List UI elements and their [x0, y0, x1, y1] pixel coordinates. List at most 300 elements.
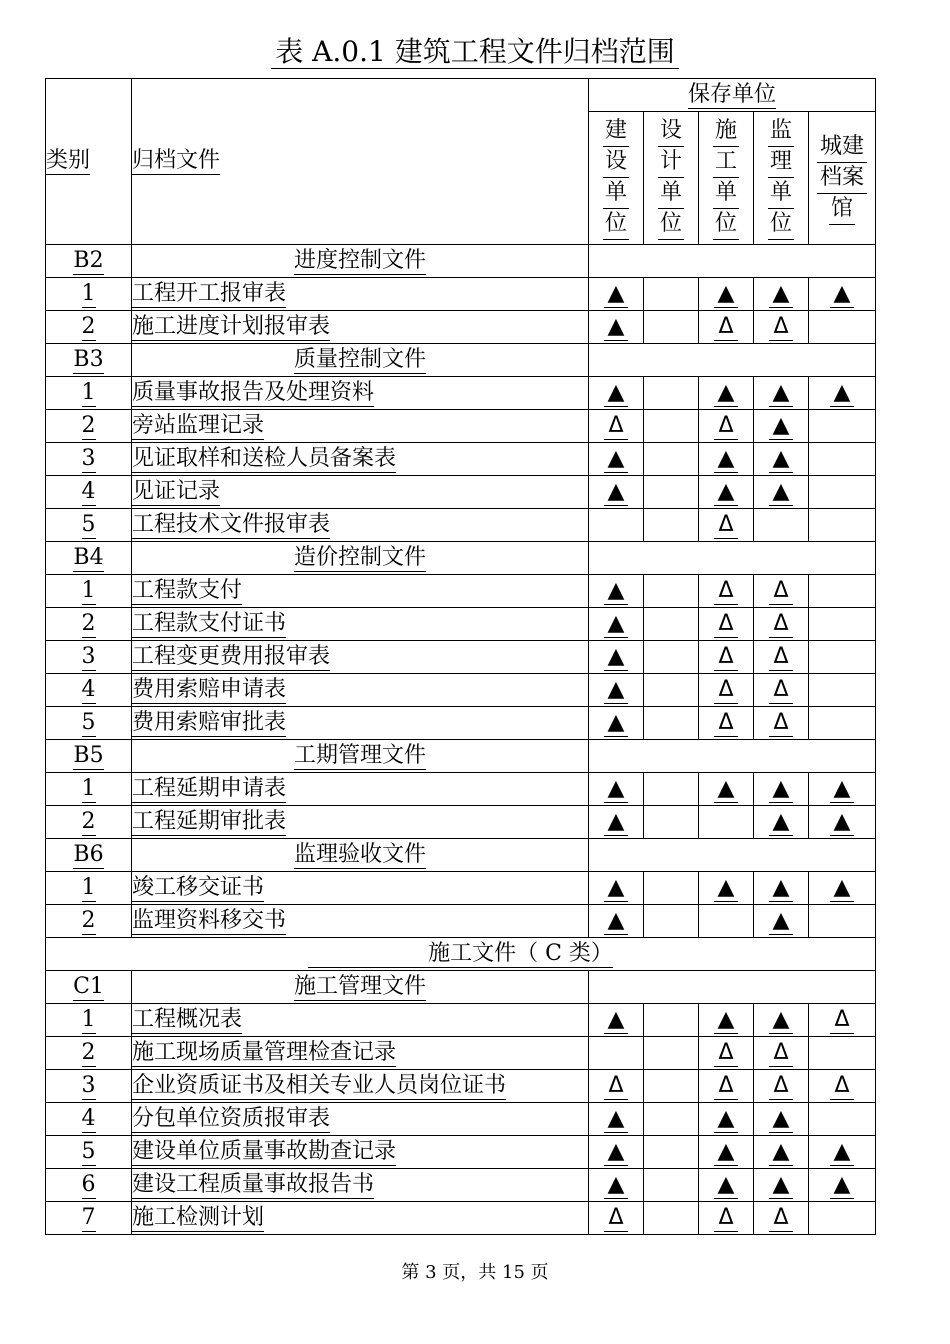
- group-title: 造价控制文件: [132, 542, 589, 575]
- retention-mark-cell: [699, 608, 754, 641]
- table-row: [46, 1070, 876, 1103]
- table-row: [46, 641, 876, 674]
- table-row: [46, 707, 876, 740]
- row-document-name: 质量事故报告及处理资料: [132, 377, 589, 410]
- row-number: 3: [46, 641, 132, 674]
- group-row: [46, 245, 876, 278]
- retention-mark-cell: [754, 377, 809, 410]
- group-code: B3: [46, 344, 132, 377]
- retention-mark-cell: [589, 608, 644, 641]
- hollow-triangle-icon: Δ: [714, 1073, 738, 1100]
- hollow-triangle-icon: Δ: [769, 644, 793, 671]
- retention-mark-cell: [809, 905, 876, 938]
- row-document-name: 费用索赔申请表: [132, 674, 589, 707]
- retention-mark-cell: [644, 1004, 699, 1037]
- retention-mark-cell: [809, 410, 876, 443]
- row-number: 2: [46, 806, 132, 839]
- retention-mark-cell: [644, 905, 699, 938]
- group-title: 施工管理文件: [132, 971, 589, 1004]
- page-footer: 第 3 页，共 15 页: [401, 1262, 549, 1283]
- filled-triangle-icon: ▲: [714, 281, 738, 308]
- filled-triangle-icon: ▲: [604, 446, 628, 473]
- retention-mark-cell: [754, 872, 809, 905]
- retention-mark-cell: [809, 608, 876, 641]
- table-row: [46, 278, 876, 311]
- retention-mark-cell: [644, 1070, 699, 1103]
- retention-mark-cell: [809, 476, 876, 509]
- row-number: 7: [46, 1202, 132, 1235]
- group-empty-cell: [589, 245, 876, 278]
- group-empty-cell: [589, 839, 876, 872]
- unit-char: 单: [658, 178, 684, 209]
- filled-triangle-icon: ▲: [769, 908, 793, 935]
- retention-mark-cell: [809, 806, 876, 839]
- retention-mark-cell: [699, 806, 754, 839]
- retention-mark-cell: [809, 311, 876, 344]
- row-document-name: 工程变更费用报审表: [132, 641, 589, 674]
- row-document-name: 企业资质证书及相关专业人员岗位证书: [132, 1070, 589, 1103]
- group-row: [46, 542, 876, 575]
- retention-mark-cell: [644, 443, 699, 476]
- retention-mark-cell: [699, 476, 754, 509]
- retention-mark-cell: [754, 707, 809, 740]
- filled-triangle-icon: ▲: [830, 875, 854, 902]
- row-document-name: 监理资料移交书: [132, 905, 589, 938]
- table-row: [46, 905, 876, 938]
- hollow-triangle-icon: Δ: [830, 1073, 854, 1100]
- retention-mark-cell: [699, 674, 754, 707]
- group-row: [46, 740, 876, 773]
- retention-mark-cell: [809, 1169, 876, 1202]
- group-title: 工期管理文件: [132, 740, 589, 773]
- retention-mark-cell: [809, 377, 876, 410]
- table-row: [46, 674, 876, 707]
- retention-mark-cell: [699, 872, 754, 905]
- hollow-triangle-icon: Δ: [769, 677, 793, 704]
- unit-char: 单: [603, 178, 629, 209]
- filled-triangle-icon: ▲: [604, 1007, 628, 1034]
- group-title: 监理验收文件: [132, 839, 589, 872]
- retention-mark-cell: [754, 1037, 809, 1070]
- row-document-name: 见证取样和送检人员备案表: [132, 443, 589, 476]
- group-empty-cell: [589, 971, 876, 1004]
- retention-mark-cell: [644, 311, 699, 344]
- filled-triangle-icon: ▲: [769, 1172, 793, 1199]
- retention-mark-cell: [589, 806, 644, 839]
- retention-mark-cell: [754, 1004, 809, 1037]
- retention-mark-cell: [644, 872, 699, 905]
- retention-mark-cell: [589, 443, 644, 476]
- row-document-name: 费用索赔审批表: [132, 707, 589, 740]
- filled-triangle-icon: ▲: [769, 413, 793, 440]
- retention-mark-cell: [644, 773, 699, 806]
- retention-mark-cell: [589, 1136, 644, 1169]
- filled-triangle-icon: ▲: [604, 809, 628, 836]
- hollow-triangle-icon: Δ: [604, 413, 628, 440]
- retention-mark-cell: [754, 1103, 809, 1136]
- retention-mark-cell: [644, 509, 699, 542]
- retention-mark-cell: [644, 806, 699, 839]
- retention-mark-cell: [754, 674, 809, 707]
- header-unit-supervision: [754, 112, 809, 245]
- retention-mark-cell: [699, 707, 754, 740]
- retention-mark-cell: [699, 773, 754, 806]
- retention-mark-cell: [699, 443, 754, 476]
- header-keep-unit: 保存单位: [589, 79, 876, 112]
- retention-mark-cell: [589, 872, 644, 905]
- page-title: [0, 34, 950, 70]
- filled-triangle-icon: ▲: [604, 578, 628, 605]
- filled-triangle-icon: ▲: [604, 710, 628, 737]
- unit-char: 建: [603, 116, 629, 147]
- filled-triangle-icon: ▲: [830, 1172, 854, 1199]
- filled-triangle-icon: ▲: [604, 1172, 628, 1199]
- header-unit-design: [644, 112, 699, 245]
- retention-mark-cell: [589, 1037, 644, 1070]
- row-number: 5: [46, 1136, 132, 1169]
- retention-mark-cell: [699, 641, 754, 674]
- retention-mark-cell: [589, 1070, 644, 1103]
- row-document-name: 施工进度计划报审表: [132, 311, 589, 344]
- retention-mark-cell: [589, 773, 644, 806]
- filled-triangle-icon: ▲: [769, 875, 793, 902]
- retention-mark-cell: [754, 806, 809, 839]
- retention-mark-cell: [699, 1202, 754, 1235]
- row-number: 3: [46, 1070, 132, 1103]
- retention-mark-cell: [754, 1136, 809, 1169]
- hollow-triangle-icon: Δ: [714, 1040, 738, 1067]
- row-document-name: 工程延期申请表: [132, 773, 589, 806]
- row-document-name: 竣工移交证书: [132, 872, 589, 905]
- retention-mark-cell: [754, 575, 809, 608]
- row-document-name: 工程概况表: [132, 1004, 589, 1037]
- filled-triangle-icon: ▲: [769, 1139, 793, 1166]
- table-row: [46, 1136, 876, 1169]
- filled-triangle-icon: ▲: [769, 809, 793, 836]
- row-number: 1: [46, 773, 132, 806]
- table-row: [46, 575, 876, 608]
- filled-triangle-icon: ▲: [769, 1106, 793, 1133]
- row-number: 2: [46, 608, 132, 641]
- filled-triangle-icon: ▲: [714, 380, 738, 407]
- table-row: [46, 1169, 876, 1202]
- retention-mark-cell: [644, 278, 699, 311]
- unit-char: 施: [713, 116, 739, 147]
- filled-triangle-icon: ▲: [830, 809, 854, 836]
- filled-triangle-icon: ▲: [769, 1007, 793, 1034]
- row-number: 5: [46, 707, 132, 740]
- retention-mark-cell: [589, 674, 644, 707]
- retention-mark-cell: [644, 575, 699, 608]
- group-row: [46, 971, 876, 1004]
- hollow-triangle-icon: Δ: [714, 413, 738, 440]
- row-number: 2: [46, 311, 132, 344]
- row-document-name: 工程技术文件报审表: [132, 509, 589, 542]
- table-row: [46, 1004, 876, 1037]
- filled-triangle-icon: ▲: [604, 314, 628, 341]
- filled-triangle-icon: ▲: [830, 380, 854, 407]
- filled-triangle-icon: ▲: [714, 1172, 738, 1199]
- hollow-triangle-icon: Δ: [769, 1205, 793, 1232]
- unit-char: 位: [768, 209, 794, 240]
- retention-mark-cell: [809, 575, 876, 608]
- row-number: 1: [46, 377, 132, 410]
- retention-mark-cell: [754, 1169, 809, 1202]
- filled-triangle-icon: ▲: [714, 1106, 738, 1133]
- row-number: 5: [46, 509, 132, 542]
- table-row: [46, 410, 876, 443]
- retention-mark-cell: [754, 509, 809, 542]
- filled-triangle-icon: ▲: [769, 479, 793, 506]
- unit-char: 位: [603, 209, 629, 240]
- table-row: [46, 377, 876, 410]
- filled-triangle-icon: ▲: [769, 776, 793, 803]
- hollow-triangle-icon: Δ: [714, 1205, 738, 1232]
- retention-mark-cell: [644, 1103, 699, 1136]
- header-row-top: [46, 79, 876, 112]
- table-row: [46, 1103, 876, 1136]
- hollow-triangle-icon: Δ: [714, 314, 738, 341]
- filled-triangle-icon: ▲: [769, 446, 793, 473]
- header-unit-construction: [589, 112, 644, 245]
- unit-char: 设: [603, 147, 629, 178]
- table-row: [46, 443, 876, 476]
- hollow-triangle-icon: Δ: [769, 1040, 793, 1067]
- filled-triangle-icon: ▲: [604, 776, 628, 803]
- retention-mark-cell: [589, 641, 644, 674]
- filled-triangle-icon: ▲: [604, 281, 628, 308]
- row-number: 1: [46, 1004, 132, 1037]
- unit-char: 位: [713, 209, 739, 240]
- retention-mark-cell: [699, 1169, 754, 1202]
- retention-mark-cell: [754, 278, 809, 311]
- group-code: B6: [46, 839, 132, 872]
- filled-triangle-icon: ▲: [604, 875, 628, 902]
- retention-mark-cell: [644, 1136, 699, 1169]
- filled-triangle-icon: ▲: [830, 281, 854, 308]
- row-number: 2: [46, 905, 132, 938]
- retention-mark-cell: [754, 905, 809, 938]
- row-document-name: 见证记录: [132, 476, 589, 509]
- retention-mark-cell: [809, 872, 876, 905]
- hollow-triangle-icon: Δ: [830, 1007, 854, 1034]
- archive-scope-table: [45, 78, 876, 1235]
- group-empty-cell: [589, 344, 876, 377]
- filled-triangle-icon: ▲: [714, 776, 738, 803]
- table-row: [46, 608, 876, 641]
- retention-mark-cell: [644, 608, 699, 641]
- retention-mark-cell: [754, 410, 809, 443]
- hollow-triangle-icon: Δ: [604, 1073, 628, 1100]
- filled-triangle-icon: ▲: [714, 1139, 738, 1166]
- retention-mark-cell: [644, 1169, 699, 1202]
- retention-mark-cell: [644, 377, 699, 410]
- section-title: 施工文件（ C 类）: [46, 938, 876, 971]
- filled-triangle-icon: ▲: [714, 479, 738, 506]
- retention-mark-cell: [699, 410, 754, 443]
- retention-mark-cell: [589, 1103, 644, 1136]
- retention-mark-cell: [754, 443, 809, 476]
- table-row: [46, 1037, 876, 1070]
- retention-mark-cell: [809, 1004, 876, 1037]
- group-code: B5: [46, 740, 132, 773]
- retention-mark-cell: [699, 1070, 754, 1103]
- filled-triangle-icon: ▲: [714, 446, 738, 473]
- group-title: 进度控制文件: [132, 245, 589, 278]
- group-row: [46, 344, 876, 377]
- unit-char: 计: [658, 147, 684, 178]
- table-row: [46, 509, 876, 542]
- unit-char: 工: [713, 147, 739, 178]
- group-code: B4: [46, 542, 132, 575]
- group-row: [46, 839, 876, 872]
- retention-mark-cell: [589, 476, 644, 509]
- hollow-triangle-icon: Δ: [714, 578, 738, 605]
- header-unit-builder: [699, 112, 754, 245]
- table-row: [46, 872, 876, 905]
- retention-mark-cell: [644, 1037, 699, 1070]
- header-category: 类别: [46, 79, 132, 245]
- header-unit-archive: 城建 档案 馆: [809, 112, 876, 245]
- unit-char: 监: [768, 116, 794, 147]
- retention-mark-cell: [809, 1103, 876, 1136]
- table-row: [46, 806, 876, 839]
- filled-triangle-icon: ▲: [604, 644, 628, 671]
- retention-mark-cell: [809, 641, 876, 674]
- filled-triangle-icon: ▲: [604, 1139, 628, 1166]
- row-document-name: 建设工程质量事故报告书: [132, 1169, 589, 1202]
- group-empty-cell: [589, 542, 876, 575]
- table-row: [46, 1202, 876, 1235]
- row-number: 4: [46, 1103, 132, 1136]
- group-title: 质量控制文件: [132, 344, 589, 377]
- retention-mark-cell: [754, 476, 809, 509]
- retention-mark-cell: [699, 509, 754, 542]
- hollow-triangle-icon: Δ: [714, 512, 738, 539]
- retention-mark-cell: [644, 707, 699, 740]
- row-document-name: 分包单位资质报审表: [132, 1103, 589, 1136]
- filled-triangle-icon: ▲: [604, 611, 628, 638]
- unit-char: 理: [768, 147, 794, 178]
- hollow-triangle-icon: Δ: [769, 1073, 793, 1100]
- row-document-name: 工程延期审批表: [132, 806, 589, 839]
- retention-mark-cell: [644, 410, 699, 443]
- group-empty-cell: [589, 740, 876, 773]
- retention-mark-cell: [754, 1202, 809, 1235]
- retention-mark-cell: [809, 1136, 876, 1169]
- hollow-triangle-icon: Δ: [769, 578, 793, 605]
- retention-mark-cell: [589, 707, 644, 740]
- row-number: 4: [46, 476, 132, 509]
- hollow-triangle-icon: Δ: [714, 677, 738, 704]
- retention-mark-cell: [809, 707, 876, 740]
- retention-mark-cell: [809, 1070, 876, 1103]
- retention-mark-cell: [589, 509, 644, 542]
- retention-mark-cell: [809, 278, 876, 311]
- retention-mark-cell: [699, 278, 754, 311]
- retention-mark-cell: [589, 905, 644, 938]
- retention-mark-cell: [589, 1004, 644, 1037]
- row-number: 1: [46, 575, 132, 608]
- table-row: [46, 476, 876, 509]
- row-number: 6: [46, 1169, 132, 1202]
- row-number: 2: [46, 1037, 132, 1070]
- row-document-name: 施工检测计划: [132, 1202, 589, 1235]
- unit-char: 单: [768, 178, 794, 209]
- row-number: 3: [46, 443, 132, 476]
- row-number: 2: [46, 410, 132, 443]
- retention-mark-cell: [809, 1037, 876, 1070]
- retention-mark-cell: [589, 311, 644, 344]
- unit-char: 设: [658, 116, 684, 147]
- filled-triangle-icon: ▲: [769, 281, 793, 308]
- retention-mark-cell: [589, 278, 644, 311]
- table-row: [46, 773, 876, 806]
- hollow-triangle-icon: Δ: [714, 710, 738, 737]
- row-document-name: 工程开工报审表: [132, 278, 589, 311]
- unit-char: 单: [713, 178, 739, 209]
- row-document-name: 工程款支付证书: [132, 608, 589, 641]
- retention-mark-cell: [644, 641, 699, 674]
- section-row: [46, 938, 876, 971]
- title-text: 表 A.0.1 建筑工程文件归档范围: [271, 35, 678, 69]
- header-document: 归档文件: [132, 79, 589, 245]
- row-document-name: 旁站监理记录: [132, 410, 589, 443]
- retention-mark-cell: [754, 1070, 809, 1103]
- retention-mark-cell: [589, 575, 644, 608]
- hollow-triangle-icon: Δ: [769, 710, 793, 737]
- retention-mark-cell: [809, 674, 876, 707]
- filled-triangle-icon: ▲: [604, 1106, 628, 1133]
- filled-triangle-icon: ▲: [604, 908, 628, 935]
- filled-triangle-icon: ▲: [604, 479, 628, 506]
- row-document-name: 施工现场质量管理检查记录: [132, 1037, 589, 1070]
- retention-mark-cell: [699, 311, 754, 344]
- hollow-triangle-icon: Δ: [769, 314, 793, 341]
- retention-mark-cell: [754, 773, 809, 806]
- hollow-triangle-icon: Δ: [604, 1205, 628, 1232]
- retention-mark-cell: [809, 443, 876, 476]
- retention-mark-cell: [754, 641, 809, 674]
- filled-triangle-icon: ▲: [769, 380, 793, 407]
- hollow-triangle-icon: Δ: [714, 644, 738, 671]
- retention-mark-cell: [644, 674, 699, 707]
- filled-triangle-icon: ▲: [714, 1007, 738, 1034]
- filled-triangle-icon: ▲: [830, 776, 854, 803]
- table-row: [46, 311, 876, 344]
- filled-triangle-icon: ▲: [604, 380, 628, 407]
- filled-triangle-icon: ▲: [714, 875, 738, 902]
- retention-mark-cell: [699, 1103, 754, 1136]
- retention-mark-cell: [754, 608, 809, 641]
- retention-mark-cell: [589, 1169, 644, 1202]
- row-document-name: 建设单位质量事故勘查记录: [132, 1136, 589, 1169]
- unit-char: 位: [658, 209, 684, 240]
- row-number: 1: [46, 872, 132, 905]
- retention-mark-cell: [589, 1202, 644, 1235]
- row-number: 1: [46, 278, 132, 311]
- retention-mark-cell: [699, 1136, 754, 1169]
- retention-mark-cell: [589, 377, 644, 410]
- retention-mark-cell: [699, 1037, 754, 1070]
- group-code: B2: [46, 245, 132, 278]
- retention-mark-cell: [699, 905, 754, 938]
- row-document-name: 工程款支付: [132, 575, 589, 608]
- retention-mark-cell: [699, 1004, 754, 1037]
- retention-mark-cell: [809, 509, 876, 542]
- retention-mark-cell: [644, 476, 699, 509]
- group-code: C1: [46, 971, 132, 1004]
